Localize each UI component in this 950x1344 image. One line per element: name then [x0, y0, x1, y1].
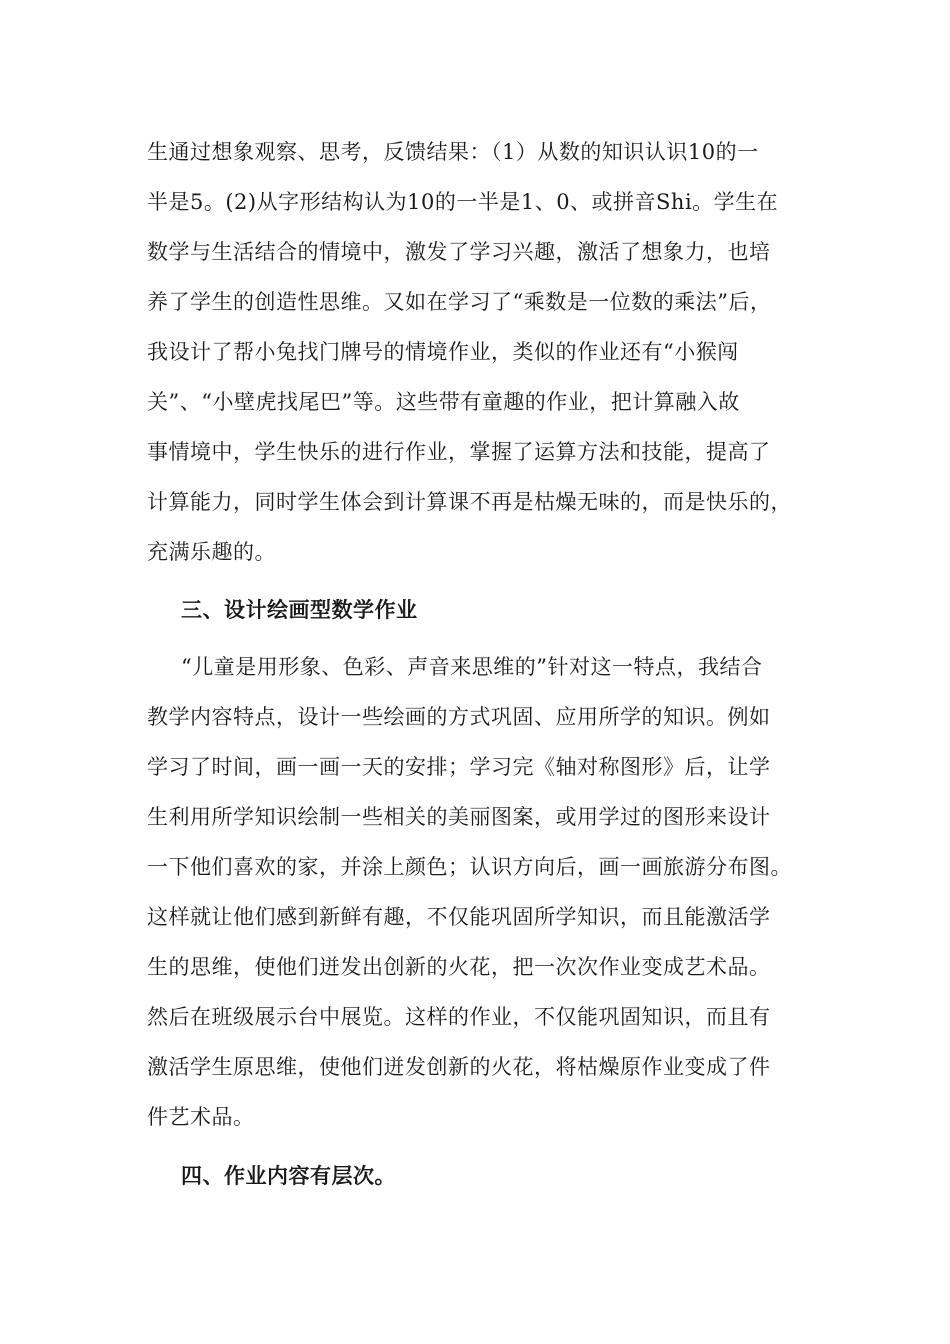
- paragraph-line: 充满乐趣的。: [147, 540, 276, 564]
- paragraph-line: 关”、“小壁虎找尾巴”等。这些带有童趣的作业，把计算融入故: [147, 390, 740, 414]
- section-heading-4: 四、作业内容有层次。: [181, 1163, 396, 1188]
- paragraph-line: 我设计了帮小兔找门牌号的情境作业，类似的作业还有“小猴闯: [147, 340, 739, 364]
- paragraph-line: 事情境中，学生快乐的进行作业，掌握了运算方法和技能，提高了: [147, 440, 771, 464]
- paragraph-line: 一下他们喜欢的家，并涂上颜色；认识方向后，画一画旅游分布图。: [147, 855, 792, 879]
- paragraph-line: 然后在班级展示台中展览。这样的作业，不仅能巩固知识，而且有: [147, 1005, 771, 1029]
- paragraph-line: “儿童是用形象、色彩、声音来思维的”针对这一特点，我结合: [181, 655, 763, 679]
- paragraph-line: 激活学生原思维，使他们迸发创新的火花，将枯燥原作业变成了件: [147, 1055, 771, 1079]
- paragraph-line: 教学内容特点，设计一些绘画的方式巩固、应用所学的知识。例如: [147, 705, 771, 729]
- paragraph-line: 件艺术品。: [147, 1105, 255, 1129]
- section-heading-3: 三、设计绘画型数学作业: [181, 597, 418, 622]
- paragraph-line: 这样就让他们感到新鲜有趣，不仅能巩固所学知识，而且能激活学: [147, 905, 771, 929]
- paragraph-line: 生利用所学知识绘制一些相关的美丽图案，或用学过的图形来设计: [147, 805, 771, 829]
- paragraph-line: 计算能力，同时学生体会到计算课不再是枯燥无味的，而是快乐的，: [147, 490, 792, 514]
- paragraph-line: 半是5。(2)从字形结构认为10的一半是1、0、或拼音Shi。学生在: [147, 190, 779, 214]
- paragraph-line: 生的思维，使他们迸发出创新的火花，把一次次作业变成艺术品。: [147, 955, 771, 979]
- paragraph-line: 学习了时间，画一画一天的安排；学习完《轴对称图形》后，让学: [147, 755, 771, 779]
- paragraph-line: 养了学生的创造性思维。又如在学习了“乘数是一位数的乘法”后，: [147, 290, 772, 314]
- paragraph-line: 数学与生活结合的情境中，激发了学习兴趣，激活了想象力，也培: [147, 240, 771, 264]
- paragraph-line: 生通过想象观察、思考，反馈结果：（1）从数的知识认识10的一: [147, 140, 759, 164]
